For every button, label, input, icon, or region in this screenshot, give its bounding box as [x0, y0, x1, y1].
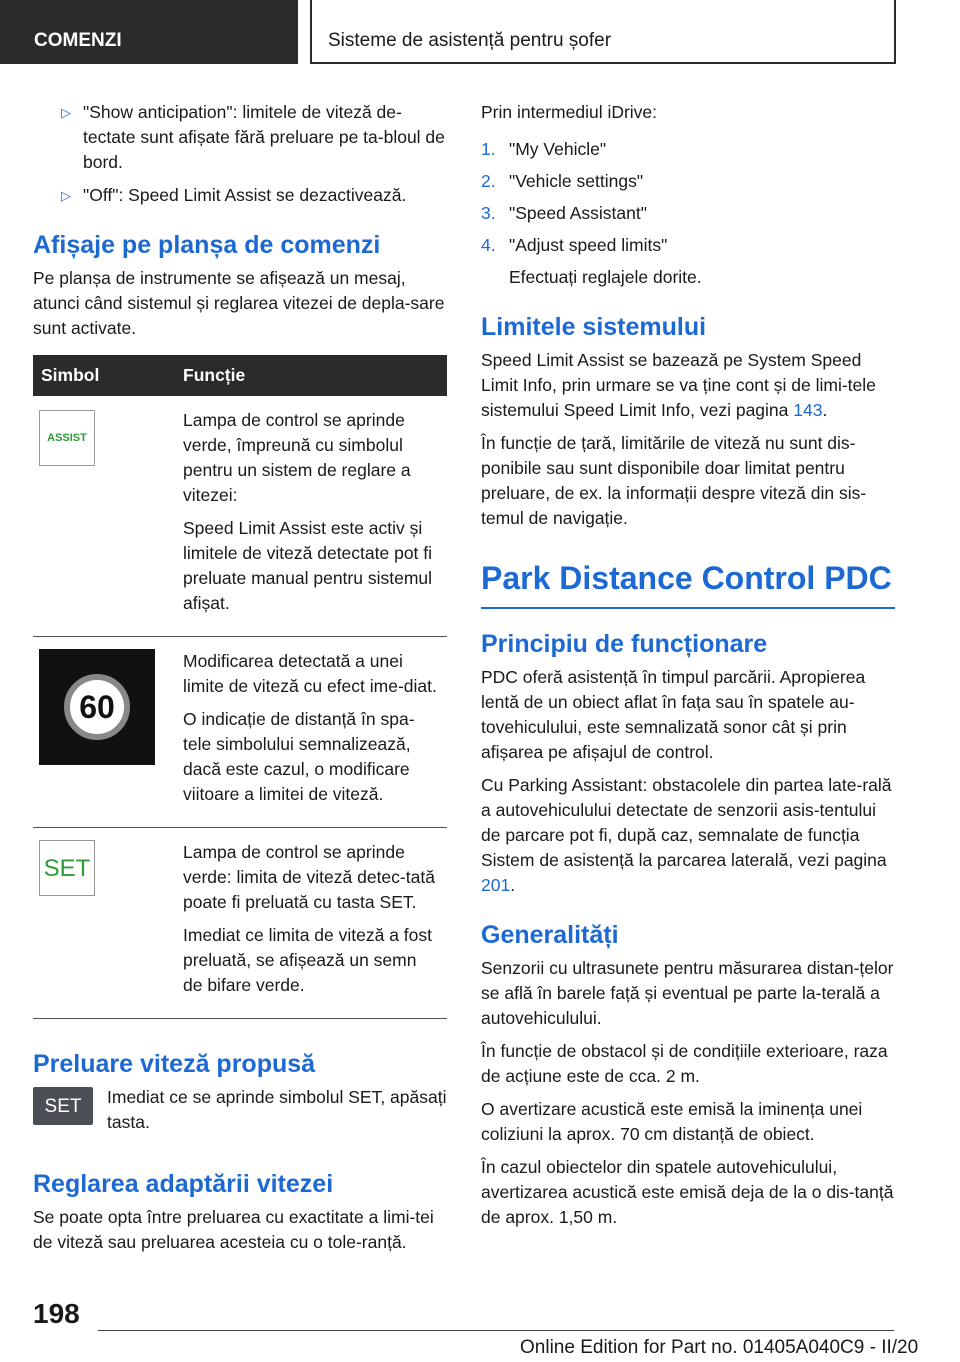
paragraph-general-1: Senzorii cu ultrasunete pentru măsurarea distan-țelor se află în barele față și eventual pe parte la-terală a autovehiculului.: [481, 958, 894, 1028]
function-cell: [175, 396, 447, 637]
page-header: [0, 0, 960, 66]
bullet-text: "Show anticipation": limitele de viteză de-tectate sunt afișate fără preluare pe ta-bloul de bord.: [83, 102, 445, 172]
bullet-item: [33, 183, 447, 208]
paragraph-takeover: Imediat ce se aprinde simbolul SET, apăsați tasta.: [107, 1087, 447, 1132]
table-header-row: [33, 355, 447, 396]
function-text: Lampa de control se aprinde verde: limita de viteză detec-tată poate fi preluată cu tasta SET.: [183, 842, 435, 912]
speed-limit-sign-icon: [39, 649, 155, 765]
right-column: [481, 100, 895, 1238]
footer-divider: [98, 1330, 894, 1331]
principle-text: Cu Parking Assistant: obstacolele din partea late-rală a autovehiculului detectate de senzorii asis-tentului de parcare pot fi, după caz, semnalate de funcția Sistem de asistență la parcarea laterală, vezi pagina: [481, 775, 892, 870]
heading-display: Afișaje pe planșa de comenzi: [33, 231, 381, 259]
step-text: "Vehicle settings": [509, 171, 644, 191]
function-text: Lampa de control se aprinde verde, împreună cu simbolul pentru un sistem de reglare a vitezei:: [183, 410, 411, 505]
function-cell: [175, 828, 447, 1019]
list-item: [481, 137, 895, 162]
symbol-cell: [33, 828, 175, 1019]
paragraph-display: Pe planșa de instrumente se afișează un mesaj, atunci când sistemul și reglarea vitezei de depla-sare sunt activate.: [33, 268, 445, 338]
paragraph-limits-1: [481, 348, 895, 423]
table-row: [33, 637, 447, 828]
paragraph-general-3: O avertizare acustică este emisă la iminența unei coliziuni la aprox. 70 cm distanță de obiect.: [481, 1099, 863, 1144]
heading-general: Generalități: [481, 921, 619, 949]
column-header-function: Funcție: [175, 355, 447, 396]
table-row: [33, 396, 447, 637]
bullet-item: [33, 100, 447, 175]
step-note: Efectuați reglajele dorite.: [509, 267, 702, 287]
paragraph-general-4: În cazul obiectelor din spatele autovehiculului, avertizarea acustică este emisă deja de la o dis-tanță de aprox. 1,50 m.: [481, 1157, 894, 1227]
list-item: [481, 201, 895, 226]
edition-text: Online Edition for Part no. 01405A040C9 - II/20: [520, 1337, 919, 1358]
page-link-201[interactable]: 201: [481, 875, 511, 895]
step-number: 1.: [481, 139, 496, 159]
step-number: 4.: [481, 235, 496, 255]
principle-text-end: .: [510, 875, 516, 895]
function-cell: [175, 637, 447, 828]
assist-indicator-icon: ASSIST: [39, 410, 95, 466]
column-header-symbol: Simbol: [33, 355, 175, 396]
paragraph-principle-2: [481, 773, 895, 898]
symbol-cell: [33, 637, 175, 828]
page-number: 198: [33, 1298, 80, 1329]
paragraph-limits-2: În funcție de țară, limitările de viteză nu sunt dis-ponibile sau sunt disponibile doar limitat pentru preluare, de ex. la informații despre viteză din sis-temul de navigație.: [481, 433, 867, 528]
symbol-cell: [33, 396, 175, 637]
heading-limits: Limitele sistemului: [481, 313, 707, 341]
takeover-row: [33, 1085, 447, 1143]
function-text: O indicație de distanță în spa-tele simbolului semnalizează, dacă este cazul, o modificare viitoare a limitei de viteză.: [183, 709, 415, 804]
heading-takeover: Preluare viteză propusă: [33, 1050, 316, 1078]
list-item: [481, 169, 895, 194]
step-number: 3.: [481, 203, 496, 223]
step-text: "My Vehicle": [509, 139, 607, 159]
limits-text-end: .: [822, 400, 828, 420]
table-row: [33, 828, 447, 1019]
list-item: [481, 233, 895, 258]
step-number: 2.: [481, 171, 496, 191]
step-text: "Adjust speed limits": [509, 235, 668, 255]
set-button-icon: SET: [33, 1087, 93, 1125]
section-tab: COMENZI: [0, 0, 298, 64]
step-text: "Speed Assistant": [509, 203, 647, 223]
page-link-143[interactable]: 143: [793, 400, 823, 420]
paragraph-idrive: Prin intermediul iDrive:: [481, 102, 658, 122]
chapter-heading-pdc: Park Distance Control PDC: [481, 559, 895, 609]
speed-limit-value: 60: [64, 674, 130, 740]
bullet-text: "Off": Speed Limit Assist se dezactivează.: [83, 185, 407, 205]
steps-list: [481, 137, 895, 258]
triangle-bullet-icon: ▷: [61, 105, 71, 120]
heading-principle: Principiu de funcționare: [481, 630, 768, 658]
left-column: [33, 100, 447, 1263]
heading-adjust: Reglarea adaptării vitezei: [33, 1170, 334, 1198]
set-indicator-icon: SET: [39, 840, 95, 896]
function-text: Speed Limit Assist este activ și limitele de viteză detectate pot fi preluate manual pentru sistemul afișat.: [183, 518, 433, 613]
function-text: Modificarea detectată a unei limite de viteză cu efect ime-diat.: [183, 651, 437, 696]
chapter-title: Sisteme de asistență pentru șofer: [310, 0, 896, 64]
symbol-table: [33, 355, 447, 1019]
paragraph-adjust: Se poate opta între preluarea cu exactitate a limi-tei de viteză sau preluarea acesteia cu o tole-ranță.: [33, 1207, 434, 1252]
limits-text: Speed Limit Assist se bazează pe System Speed Limit Info, prin urmare se va ține cont și de limi-tele sistemului Speed Limit Info, vezi pagina: [481, 350, 876, 420]
triangle-bullet-icon: ▷: [61, 188, 71, 203]
function-text: Imediat ce limita de viteză a fost preluată, se afișează un semn de bifare verde.: [183, 925, 432, 995]
paragraph-principle-1: PDC oferă asistență în timpul parcării. Apropierea lentă de un obiect aflat în fața sau în spatele au-tovehiculului, este semnalizată sonor cât și prin afișarea pe afișajul de control.: [481, 667, 866, 762]
paragraph-general-2: În funcție de obstacol și de condițiile exterioare, raza de acțiune este de cca. 2 m.: [481, 1041, 888, 1086]
